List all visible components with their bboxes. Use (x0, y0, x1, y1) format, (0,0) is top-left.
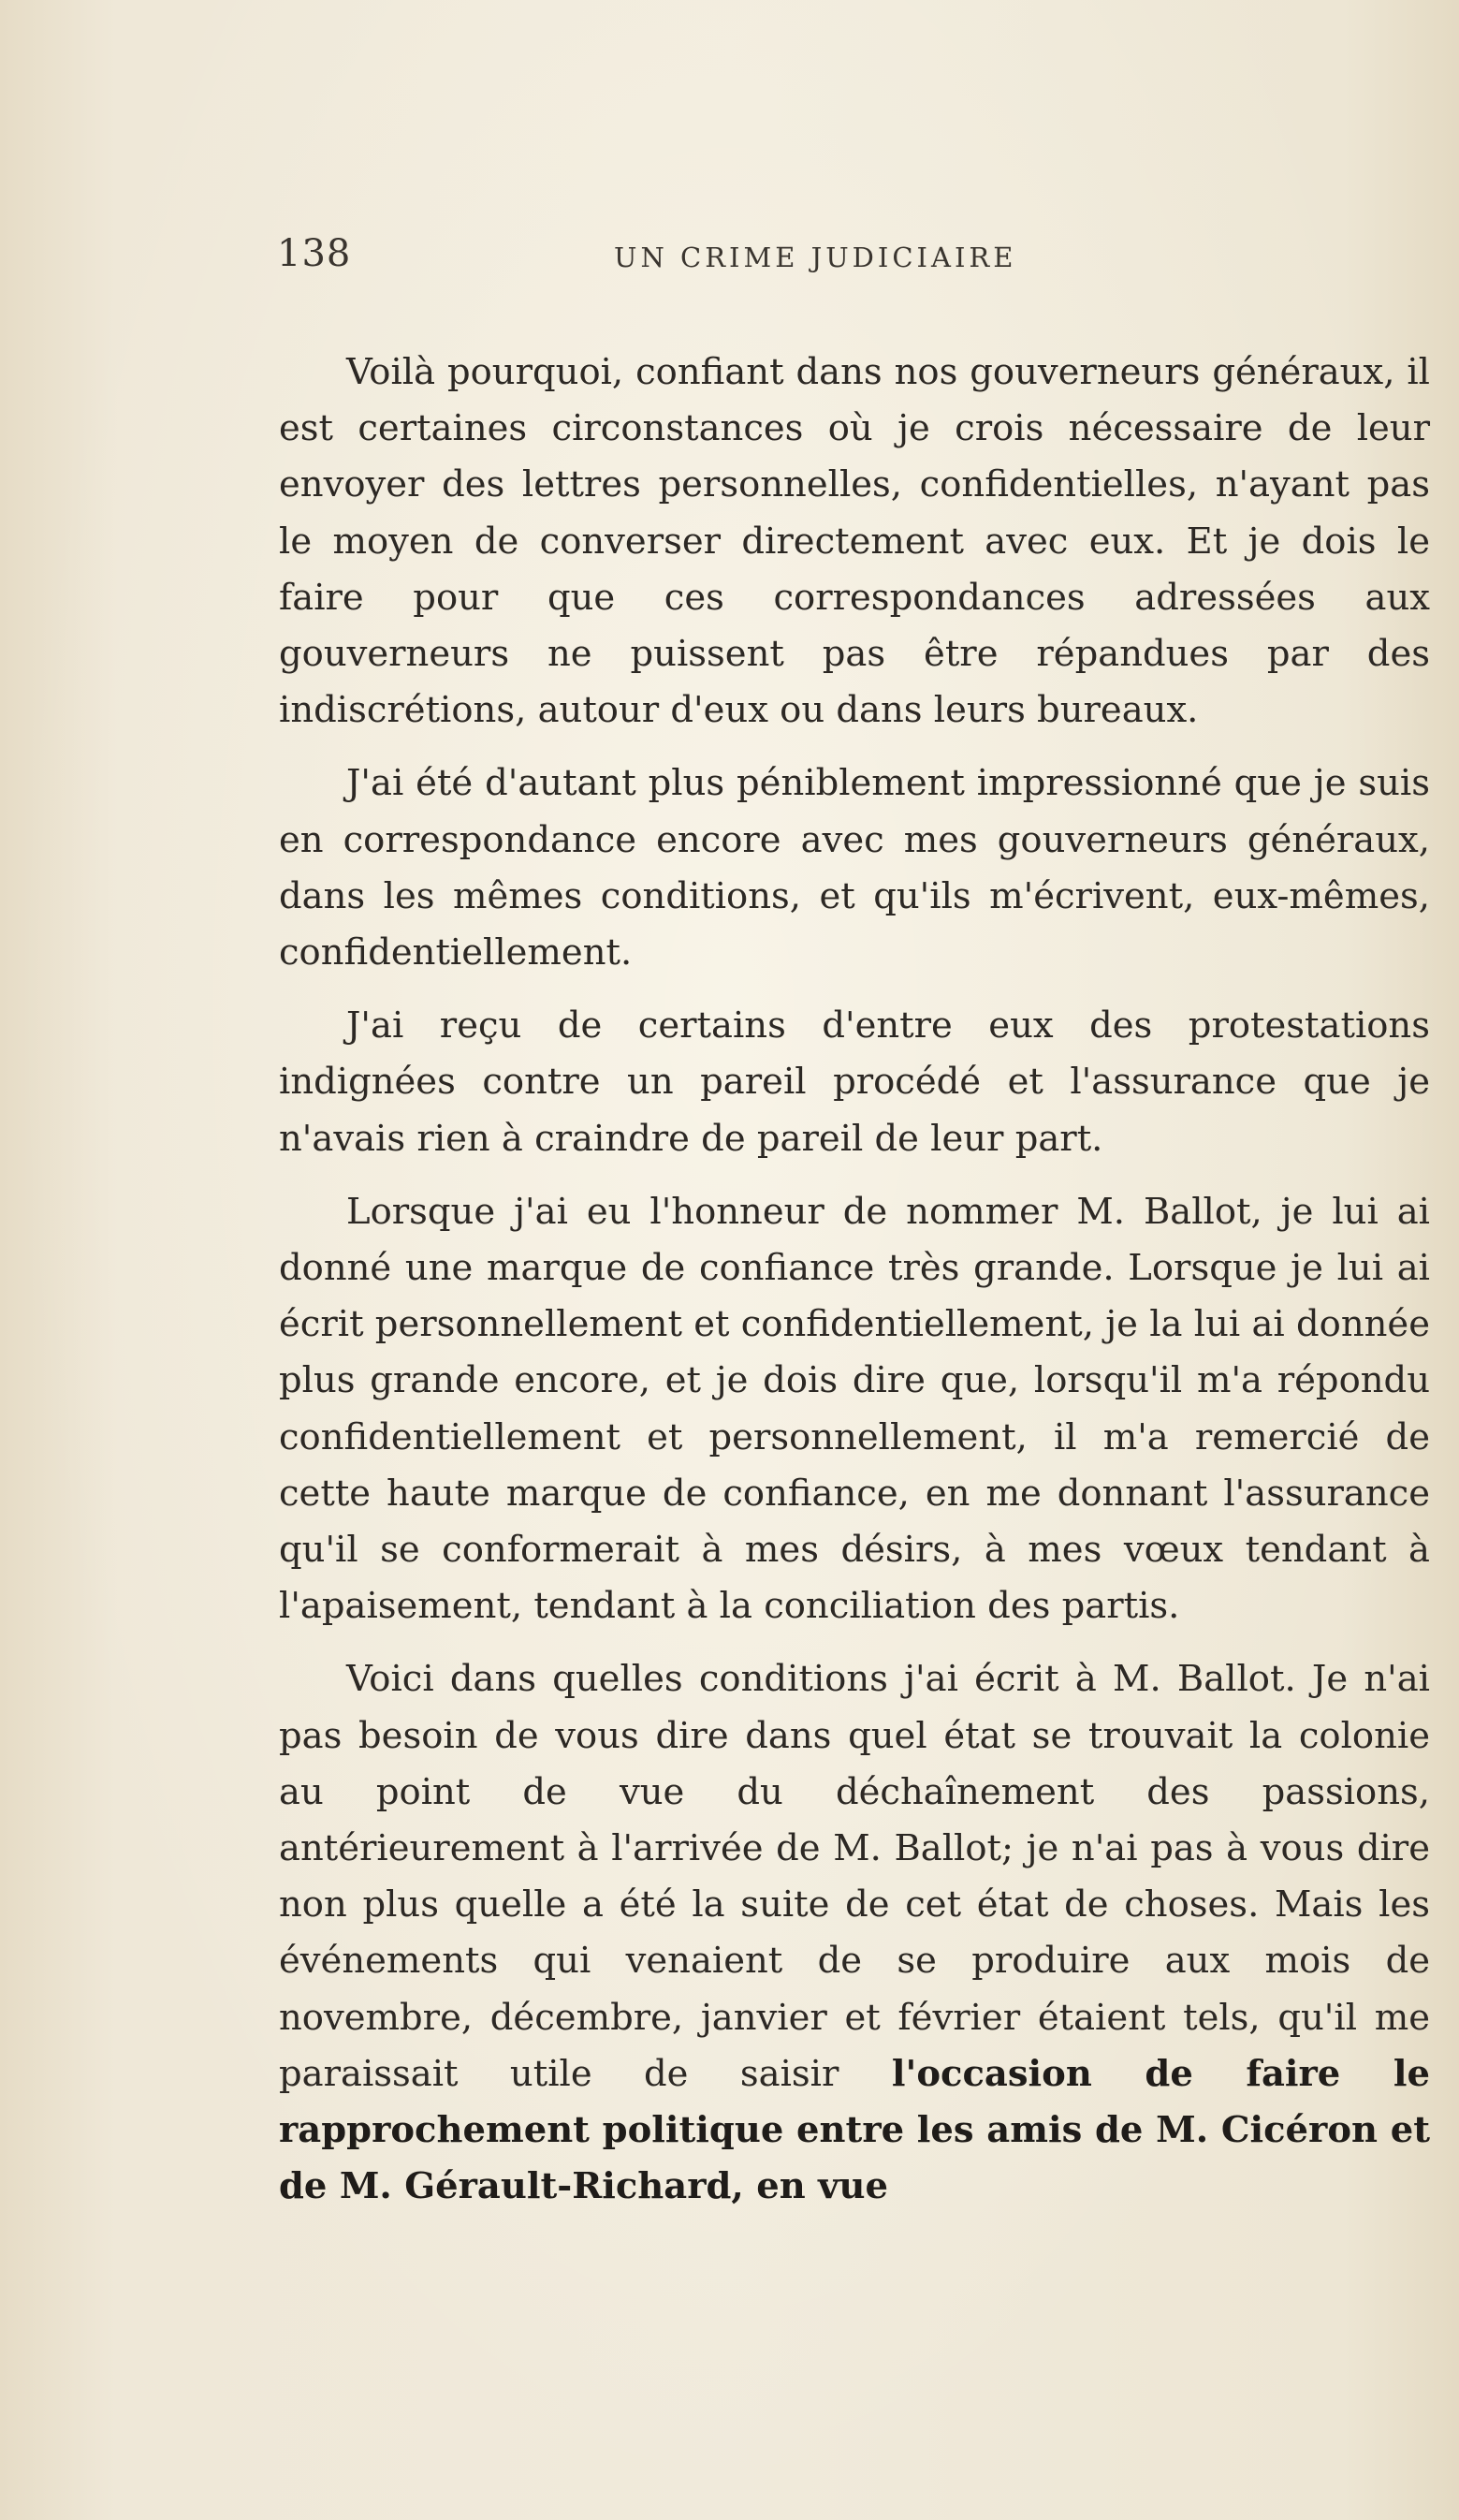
paragraph-5-bold-text: l'occasion de faire le rapprochement politique entre les amis de M. Cicéron et de M. Gérault-Richard, en vue (279, 2052, 1430, 2208)
page-header (277, 232, 1433, 288)
running-title: UN CRIME JUDICIAIRE (614, 242, 1017, 273)
paragraph-3: J'ai reçu de certains d'entre eux des protestations indignées contre un pareil procédé et l'assurance que je n'avais rien à craindre de pareil de leur part. (279, 1004, 1430, 1160)
paragraph-2: J'ai été d'autant plus péniblement impressionné que je suis en correspondance encore avec mes gouverneurs généraux, dans les mêmes conditions, et qu'ils m'écrivent, eux-mêmes, confidentiellement. (279, 762, 1430, 974)
page-number: 138 (277, 232, 352, 275)
paragraph-4: Lorsque j'ai eu l'honneur de nommer M. Ballot, je lui ai donné une marque de confiance très grande. Lorsque je lui ai écrit personnellement et confidentiellement, je la lui ai donnée plus grande encore, et je dois dire que, lorsqu'il m'a répondu confidentiellement et personnellement, il m'a remercié de cette haute marque de confiance, en me donnant l'assurance qu'il se conformerait à mes désirs, à mes vœux tendant à l'apaisement, tendant à la conciliation des partis. (279, 1190, 1430, 1628)
paragraph-5-text: Voici dans quelles conditions j'ai écrit à M. Ballot. Je n'ai pas besoin de vous dire dans quel état se trouvait la colonie au point de vue du déchaînement des passions, antérieurement à l'arrivée de M. Ballot; je n'ai pas à vous dire non plus quelle a été la suite de cet état de choses. Mais les événements qui venaient de se produire aux mois de novembre, décembre, janvier et février étaient tels, qu'il me paraissait utile de saisir (279, 1658, 1430, 2095)
body-text (279, 344, 1430, 2216)
paragraph-5 (279, 1651, 1430, 2215)
paragraph-1: Voilà pourquoi, confiant dans nos gouverneurs généraux, il est certaines circonstances où je crois nécessaire de leur envoyer des lettres personnelles, confidentielles, n'ayant pas le moyen de converser directement avec eux. Et je dois le faire pour que ces correspondances adressées aux gouverneurs ne puissent pas être répandues par des indiscrétions, autour d'eux ou dans leurs bureaux. (279, 351, 1430, 732)
